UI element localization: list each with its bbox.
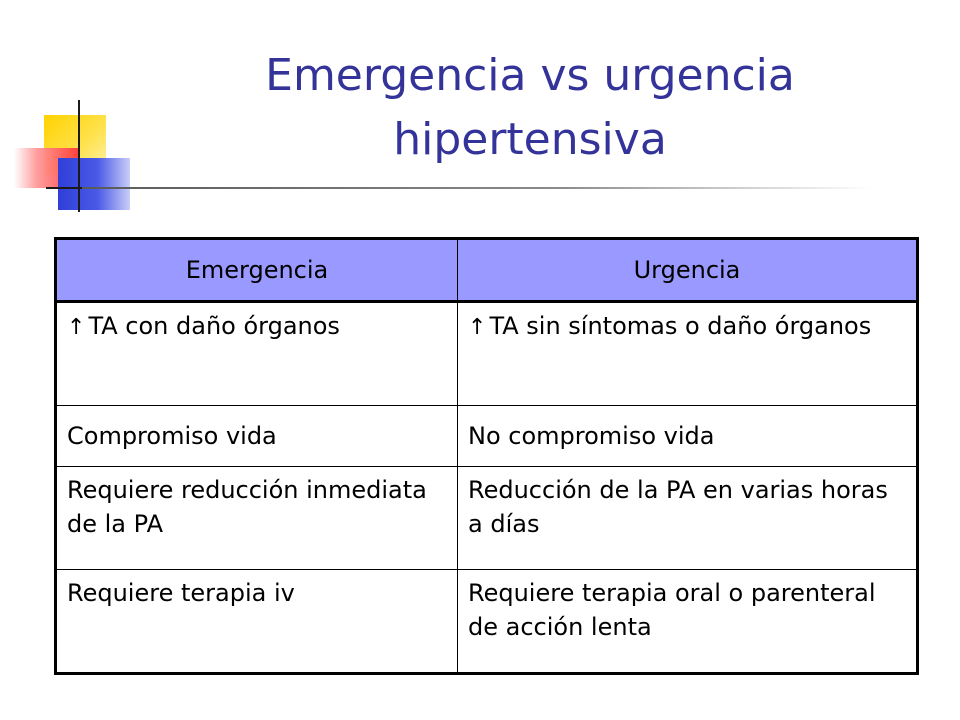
table-row [56, 467, 918, 570]
slide-title-line1: Emergencia vs urgencia [265, 50, 795, 101]
header-emergencia: Emergencia [56, 239, 458, 302]
logo-blue-square [58, 158, 130, 210]
logo-vertical-line [78, 100, 80, 212]
cell-emergencia: Requiere terapia iv [56, 570, 458, 674]
slide-title [160, 44, 900, 172]
table-row [56, 302, 918, 406]
comparison-table-wrapper [54, 237, 916, 675]
logo-horizontal-line [46, 187, 82, 189]
up-arrow-icon: ↑ [468, 315, 487, 340]
slide-logo [0, 0, 160, 240]
cell-urgencia: Reducción de la PA en varias horas a días [458, 467, 918, 570]
up-arrow-icon: ↑ [67, 315, 86, 340]
cell-emergencia: Requiere reducción inmediata de la PA [56, 467, 458, 570]
cell-emergencia: Compromiso vida [56, 406, 458, 467]
cell-urgencia: Requiere terapia oral o parenteral de acción lenta [458, 570, 918, 674]
cell-text: TA con daño órganos [88, 312, 340, 340]
header-urgencia: Urgencia [458, 239, 918, 302]
cell-emergencia [56, 302, 458, 406]
title-underline-rule [82, 187, 872, 189]
table-header-row [56, 239, 918, 302]
slide-title-line2: hipertensiva [393, 114, 667, 165]
table-row [56, 406, 918, 467]
cell-text: TA sin síntomas o daño órganos [489, 312, 872, 340]
cell-urgencia: No compromiso vida [458, 406, 918, 467]
table-row [56, 570, 918, 674]
comparison-table [54, 237, 919, 675]
cell-urgencia [458, 302, 918, 406]
